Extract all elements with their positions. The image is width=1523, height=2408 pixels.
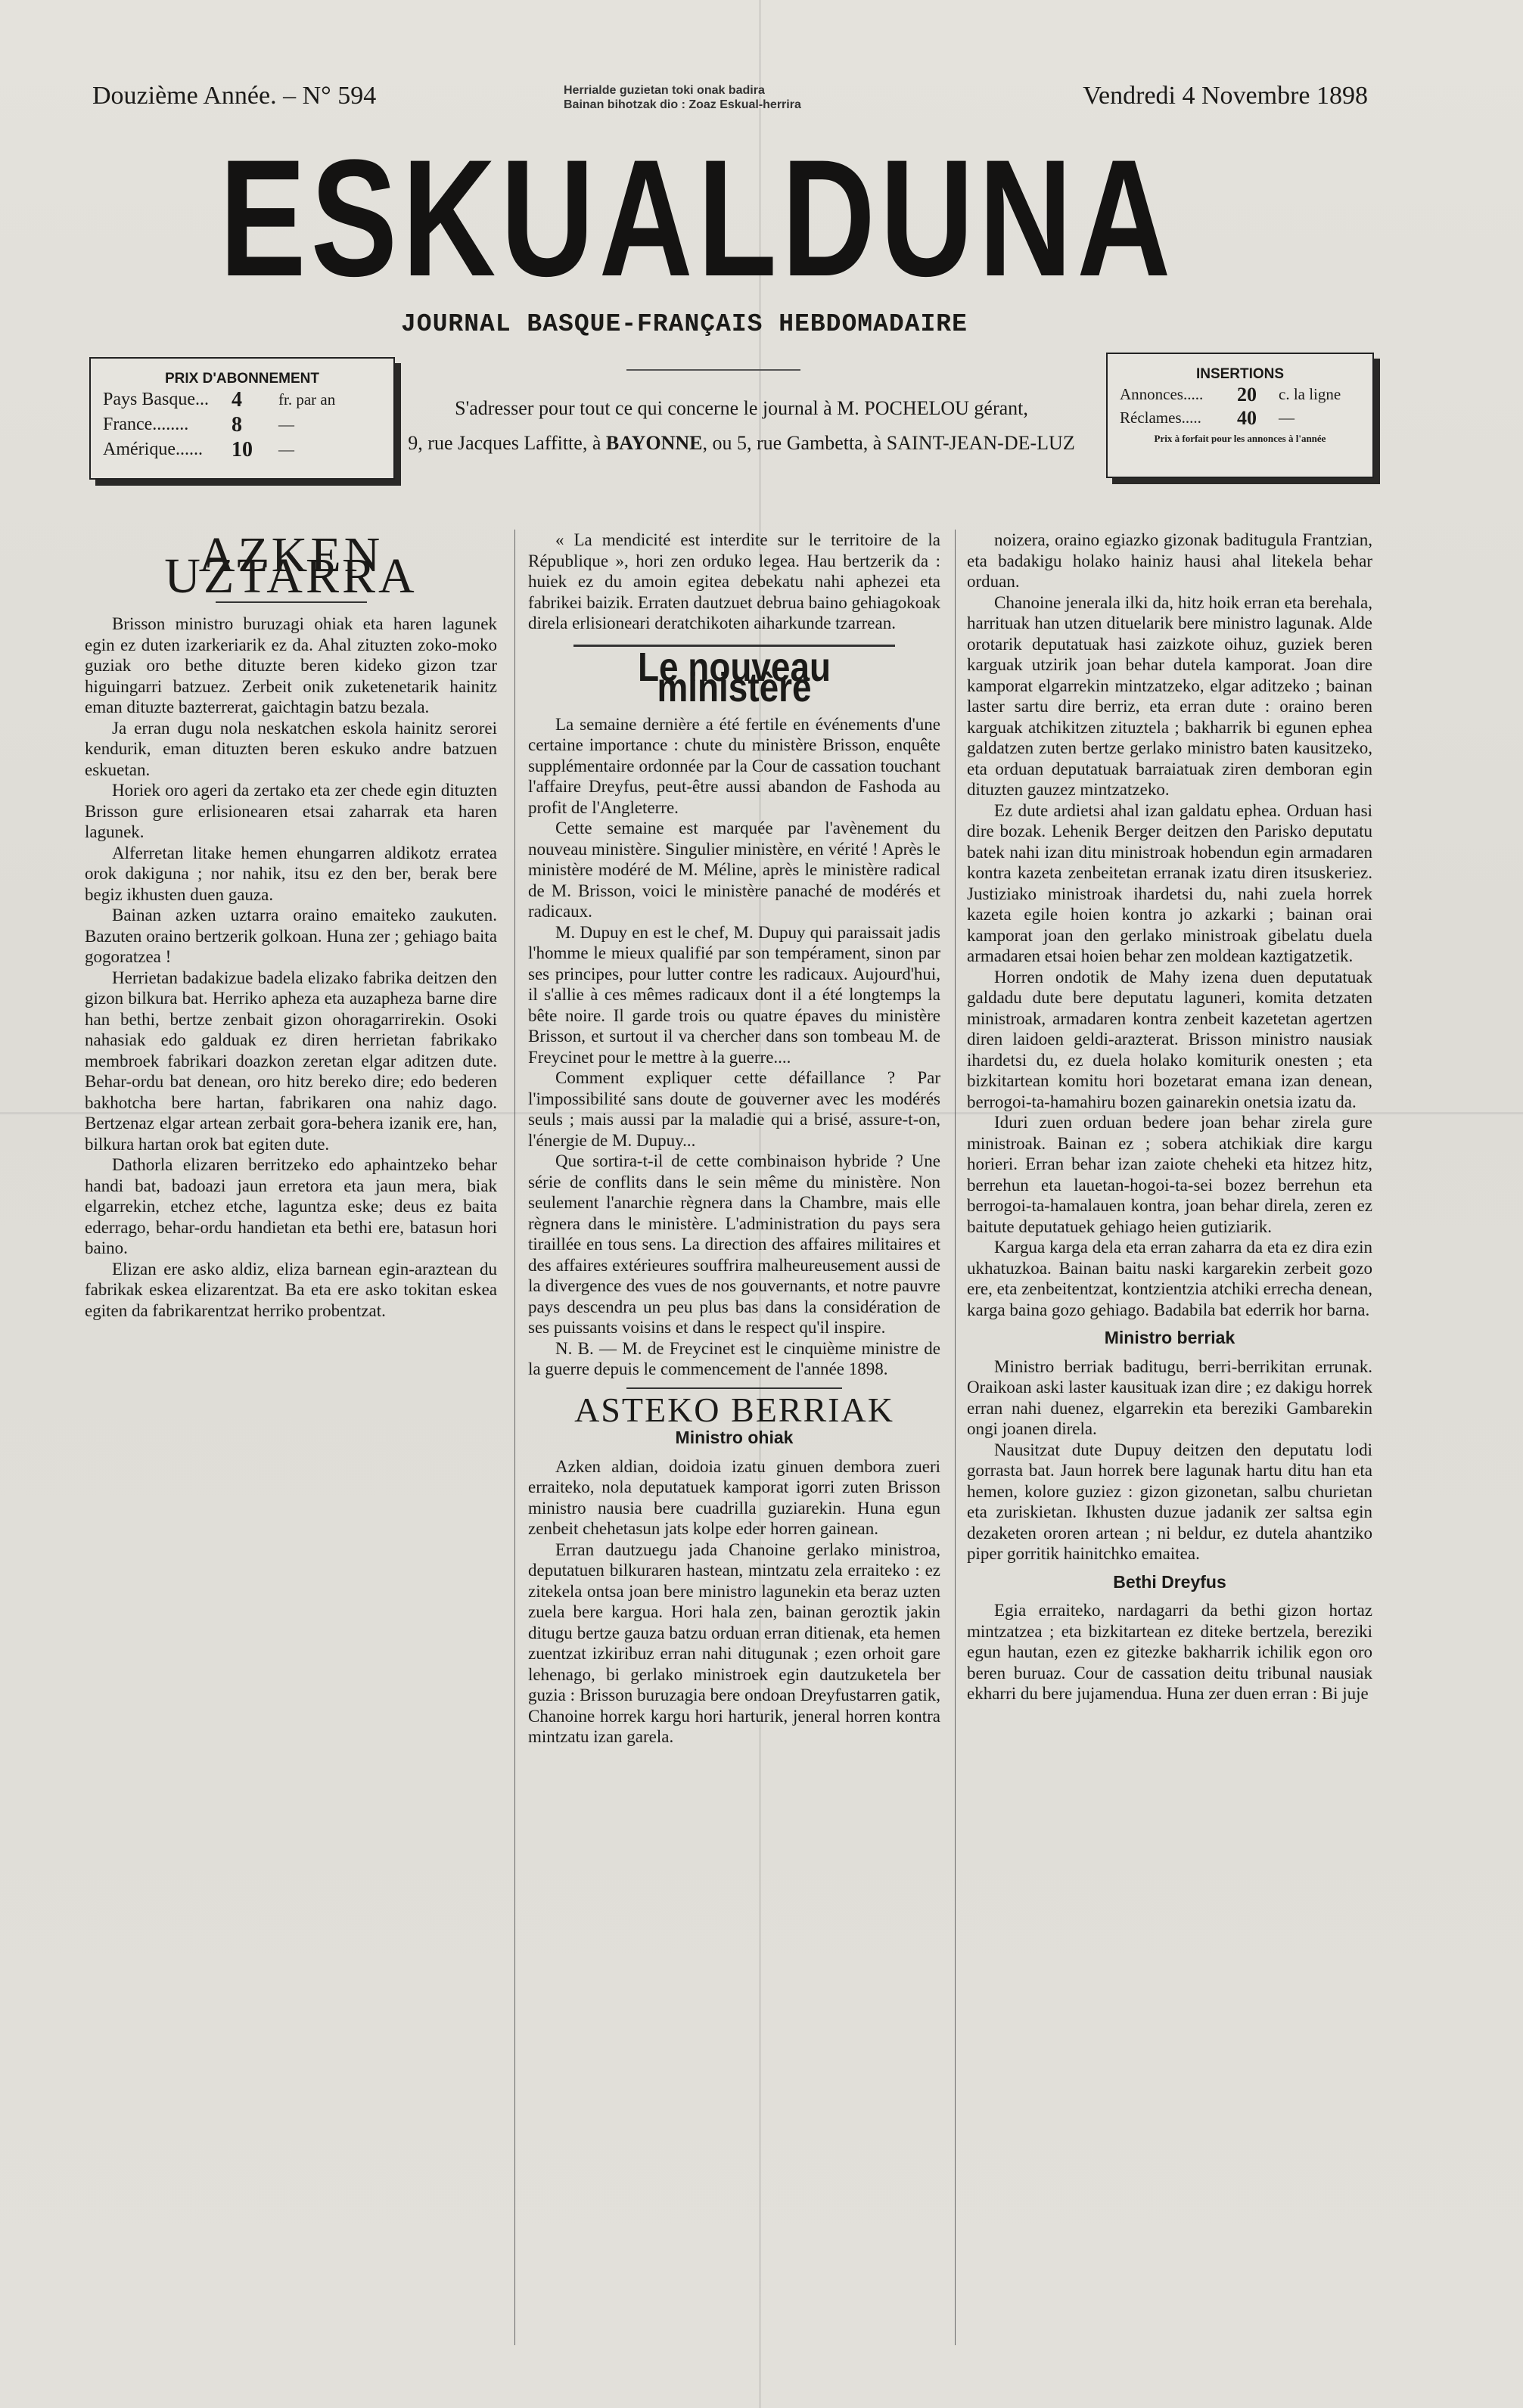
paragraph: Kargua karga dela eta erran zaharra da eta ez dira ezin ukhatuzkoa. Bainan baitu naski kargarekin zerbeit gozo ere, eta zenbeitentzat, kontzientzia atchiki errecha denean, karga baina gozo gehiago. Badabila bat ederrik hor barna. bbox=[967, 1238, 1372, 1319]
insertions-heading: INSERTIONS bbox=[1195, 366, 1285, 382]
price-label: Pays Basque... bbox=[103, 390, 209, 409]
address-second: , ou 5, rue Gambetta, à SAINT-JEAN-DE-LUZ bbox=[702, 432, 1075, 454]
paragraph: Iduri zuen orduan bedere joan behar zirela gure ministroak. Bainan ez ; sobera atchikiak dire kargu horieri. Erran behar izan zaiote cheheki eta hitzez hitz, berrehun eta lauetan-hogoi-ta-sei bozez berrehun eta berrogoi-ta-hamalauen kontra, joan behar direla, zeren ez baitute deputatuek gehiago heien gutiziarik. bbox=[967, 1113, 1372, 1236]
insertion-value: 40 bbox=[1237, 407, 1257, 429]
price-row bbox=[91, 437, 393, 462]
paragraph: Alferretan litake hemen ehungarren aldikotz erratea orok dakiguna ; nor nahik, itsu ez den ber, berak bere begiz ikhusten duen gauza. bbox=[85, 843, 497, 904]
paragraph: « La mendicité est interdite sur le territoire de la République », hori zen orduko legea. Hau bertzerik da : huiek ez du amoin egitea debekatu nahi aphezei eta fabrikei baizik. Erraten dautzuet debrua baino gehiagokoak direla erlisioneari deratchikoten aiharkunde tzarrean. bbox=[528, 530, 940, 632]
paragraph: Que sortira-t-il de cette combinaison hybride ? Une série de conflits dans le sein même du ministère. Non seulement l'anarchie règnera dans la Chambre, mais elle règnera dans le ministère. L'administration du pays sera tiraillée en tous sens. La direction des affaires militaires et des affaires extérieures souffrira malheureusement aussi de la divergence des vues de nos gouvernants, et notre pauvre pays descendra un peu plus bas dans la considération de ses puissants voisins et dans le respect qu'il inspire. bbox=[528, 1151, 940, 1337]
paragraph: Ez dute ardietsi ahal izan galdatu ephea. Orduan hasi dire bozak. Lehenik Berger deitzen den Parisko deputatu batek nahi izan ditu ministroak hobendun egin armadaren kontra kazeta zenbeitetan erranak izatu diren itsuskeriez. Justiziako ministroak ihardetsi du, nahi zuela horrek kazeta egile hoien kontra jo azkarki ; bainan orai kamporat joan den gerlako ministroak gibelatu duela armadaren etsai hoien behar zen moldean kaztigatzetik. bbox=[967, 800, 1372, 965]
paragraph: Herrietan badakizue badela elizako fabrika deitzen den gizon bilkura bat. Herriko apheza eta auzapheza barne dire han bethi, bertze zenbait gizon ohoragarrirekin. Osoki nahasiak edo galduak ez diren herrietan fabrikako membroek fabrikari doazkon zeretan elgar aditzen dute. Behar-ordu bat denean, oro hitz bereko dire; edo bederen bakhotcha bere hartan, fabrikaren ona nahiz dago. Bertzenaz elgar artean zerbait gora-behera izanik ere, han, bilkura hartan orok bat egiten dute. bbox=[85, 968, 497, 1154]
paragraph: Azken aldian, doidoia izatu ginuen dembora zueri erraiteko, nola deputatuek kamporat igorri zuten Brisson ministro nausia bere cuadrilla guziarekin. Huna egun zenbeit chehetasun jats kolpe eder horren gainean. bbox=[528, 1456, 940, 1538]
paragraph: Cette semaine est marquée par l'avènement du nouveau ministère. Singulier ministère, en vérité ! Après le ministère modéré de M. Méline, après le ministère radical de M. Brisson, voici le ministère panaché de modérés et radicaux. bbox=[528, 819, 940, 921]
address-street: 9, rue Jacques Laffitte, à bbox=[408, 432, 601, 454]
column-rule bbox=[955, 530, 956, 2345]
paragraph: noizera, oraino egiazko gizonak baditugula Frantzian, eta badakigu holako hainiz hausi ahal litekela behar orduan. bbox=[967, 530, 1372, 591]
paragraph: Horren ondotik de Mahy izena duen deputatuak galdadu dute bere deputatu laguneri, komita detzaten ministroak, armadaren kontra zenbeit kazetetan agertzen diren laidoen geldi-arazterat. Brisson ministro nausiak ihardetsi du, ez duela holako komiturik onesten ; eta bizkitartean komitu hori bozetarat emana izan denean, berrogoi-ta-hamahiru bozen gainarekin onetsia izatu da. bbox=[967, 967, 1372, 1111]
paragraph: Ministro berriak baditugu, berri-berrikitan errunak. Oraikoan aski laster kausituak izan dire ; ez dakigu horrek erran nahi duenez, elgarrekin eta bereziki Gambarekin ongi joanen direla. bbox=[967, 1356, 1372, 1438]
subscription-box bbox=[89, 357, 395, 480]
column-3 bbox=[967, 530, 1372, 1704]
address-line-2 bbox=[378, 426, 1105, 461]
insertions-box bbox=[1106, 353, 1374, 478]
price-label: Amérique...... bbox=[103, 440, 203, 459]
section-heading: Bethi Dreyfus bbox=[1113, 1571, 1226, 1592]
section-rule bbox=[626, 1387, 842, 1389]
address-line-1: S'adresser pour tout ce qui concerne le journal à M. POCHELOU gérant, bbox=[455, 397, 1028, 419]
insertion-value: 20 bbox=[1237, 384, 1257, 405]
price-value: 8 bbox=[232, 413, 242, 437]
paragraph: La semaine dernière a été fertile en événements d'une certaine importance : chute du ministère Brisson, enquête supplémentaire ordonnée par la Cour de cassation touchant l'affaire Dreyfus, peut-être aussi abandon de Fashoda au profit de l'Angleterre. bbox=[528, 714, 940, 817]
insertions-note: Prix à forfait pour les annonces à l'année bbox=[1154, 433, 1326, 444]
paragraph: Chanoine jenerala ilki da, hitz hoik erran eta berehala, harrituak han utzen dituelarik bere ministro lagunak. Alde orotarik deputatuak hasi zaizkote oihuz, guziek beren karguak utzirik joan behar dutela kamporat. Joan dire kamporat elgarrekin mintzatzeko, elgar aditzeko ; bainan laster sartu dire berriz, eta erran dute : oraino beren karguak atchikitzen zituztela ; bakharrik bi egunen ephea galdatzen zuten bertze gerlako ministro baten kausitzeko, eta orduan deputatuak barraiatuak ziren demboran egin dituzten gauzez mintzatzeko. bbox=[967, 592, 1372, 799]
newspaper-subtitle: JOURNAL BASQUE-FRANÇAIS HEBDOMADAIRE bbox=[401, 310, 968, 338]
paragraph: M. Dupuy en est le chef, M. Dupuy qui paraissait jadis l'homme le mieux qualifié par son tempérament, sinon par ses principes, pour lutter contre les radicaux. Aujourd'hui, il s'allie à ces mêmes radicaux dont il a été longtemps la bête noire. Il garde trois ou quatre épaves du ministère Brisson, et surtout il va chercher dans son tombeau M. de Freycinet pour le mettre à la guerre.... bbox=[528, 922, 940, 1067]
price-value: 10 bbox=[232, 438, 253, 461]
paragraph: Horiek oro ageri da zertako eta zer chede egin dituzten Brisson gure erlisionearen etsai zaharrak eta haren lagunek. bbox=[85, 781, 497, 841]
article-title-azken-uztarra: AZKEN UZTARRA bbox=[164, 527, 418, 604]
price-row bbox=[91, 387, 393, 412]
issue-number: Douzième Année. – N° 594 bbox=[92, 82, 377, 110]
paragraph: Ja erran dugu nola neskatchen eskola hainitz serorei kendurik, eman dituzten beren eskuko andre batzuen eskuetan. bbox=[85, 718, 497, 779]
subscription-heading: PRIX D'ABONNEMENT bbox=[164, 371, 320, 387]
paragraph-nb: N. B. — M. de Freycinet est le cinquième ministre de la guerre depuis le commencement de l'année 1898. bbox=[528, 1338, 940, 1378]
motto-line-2: Bainan bihotzak dio : Zoaz Eskual-herrira bbox=[564, 98, 801, 111]
price-label: France........ bbox=[103, 415, 189, 434]
column-2 bbox=[528, 530, 940, 1748]
price-row bbox=[91, 412, 393, 437]
paragraph: Comment expliquer cette défaillance ? Par l'impossibilité sans doute de gouverner avec les modérés seuls ; mais aussi par la maladie qui a brisé, assure-t-on, l'énergie de M. Dupuy... bbox=[528, 1068, 940, 1150]
paragraph: Nausitzat dute Dupuy deitzen den deputatu lodi gorrasta bat. Jaun horrek bere lagunak hartu ditu han eta hemen, kolore guziez : gizon gizonetan, salbu churietan eta zuriskietan. Ikhusten duzue jadanik zer saltsa egin dezaketen ororen artean ; ni beldur, ez dutela ahantziko piper gorritik hainitchko emaitea. bbox=[967, 1440, 1372, 1563]
price-unit: — bbox=[278, 415, 294, 433]
newspaper-title: ESKUALDUNA bbox=[219, 125, 1176, 311]
price-unit: fr. par an bbox=[278, 390, 336, 409]
column-rule bbox=[514, 530, 515, 2345]
insertion-unit: c. la ligne bbox=[1279, 385, 1341, 403]
insertion-label: Réclames..... bbox=[1120, 409, 1201, 427]
motto bbox=[564, 83, 912, 112]
motto-line-1: Herrialde guzietan toki onak badira bbox=[564, 84, 765, 97]
paragraph: Brisson ministro buruzagi ohiak eta haren lagunek egin ez duten izarkeriarik ez da. Ahal zituzten zoko-moko guziak oro bethe dituzte beren kideko gizon tzar higuingarri batzuez. Zerbeit onik zuketenetarik hainitz eman dituzte bazterrerat, gaichtagin batzu bezala. bbox=[85, 614, 497, 716]
insertion-label: Annonces..... bbox=[1120, 385, 1204, 403]
address-city: BAYONNE bbox=[605, 432, 703, 454]
price-value: 4 bbox=[232, 388, 242, 412]
publisher-address bbox=[378, 391, 1105, 461]
insertion-row bbox=[1108, 406, 1372, 430]
insertion-unit: — bbox=[1279, 409, 1295, 427]
issue-date: Vendredi 4 Novembre 1898 bbox=[1083, 82, 1368, 110]
paragraph: Egia erraiteko, nardagarri da bethi gizon hortaz mintzatzea ; eta bizkitartean ez diteke bertzela, bereziki egun hautan, ezen ez gitezke bakharrik ichilik egon oro beren buruaz. Cour de cassation deitu tribunal nausiak ekharri du bere jujamendua. Huna zer duen erran : Bi juje bbox=[967, 1601, 1372, 1703]
insertion-row bbox=[1108, 383, 1372, 406]
paragraph: Bainan azken uztarra oraino emaiteko zaukuten. Bazuten oraino bertzerik golkoan. Huna zer ; gehiago baita gogoratzea ! bbox=[85, 906, 497, 966]
paragraph: Dathorla elizaren berritzeko edo aphaintzeko behar handi bat, badoazi jaun erretora eta jaun mera, biak elgarrekin, etchez etche, laguntza eske; deus ez baita ederrago, behar-ordu handietan eta bethi ere, batasun hori baino. bbox=[85, 1155, 497, 1257]
section-heading: Ministro berriak bbox=[1104, 1328, 1235, 1347]
paragraph: Erran dautzuegu jada Chanoine gerlako ministroa, deputatuen bilkuraren hastean, mintzatu zela erraiteko : ez zitekela ontsa joan bere ministro lagunekin eta beraz uzten zuela bere kargua. Hori hala zen, bainan geroztik jakin ditugu bertze gauza batzu orduan erran ditienak, eta hemen zuentzat izkiribuz erran nahi ditugunak ; ezen orhoit gare lehenago, bi gerlako ministroek egin dautzuketela ber guzia : Brisson buruzagia bere ondoan Dreyfustarren gatik, Chanoine horrek kargu hori harturik, jeneral horren kontra mintzatu izan garela. bbox=[528, 1540, 940, 1746]
article-title-asteko-berriak: ASTEKO BERRIAK bbox=[574, 1390, 894, 1429]
paragraph: Elizan ere asko aldiz, eliza barnean egin-araztean du fabrikak eskea elizarentzat. Ba eta ere asko tokitan eskea egiten da fabrikarentzat herriko probentzat. bbox=[85, 1259, 497, 1320]
price-unit: — bbox=[278, 440, 294, 458]
subtitle-rule bbox=[626, 369, 800, 371]
section-heading: Ministro ohiak bbox=[675, 1428, 794, 1447]
article-title-nouveau-ministere: Le nouveau ministère bbox=[637, 644, 831, 710]
column-1 bbox=[85, 527, 497, 1321]
